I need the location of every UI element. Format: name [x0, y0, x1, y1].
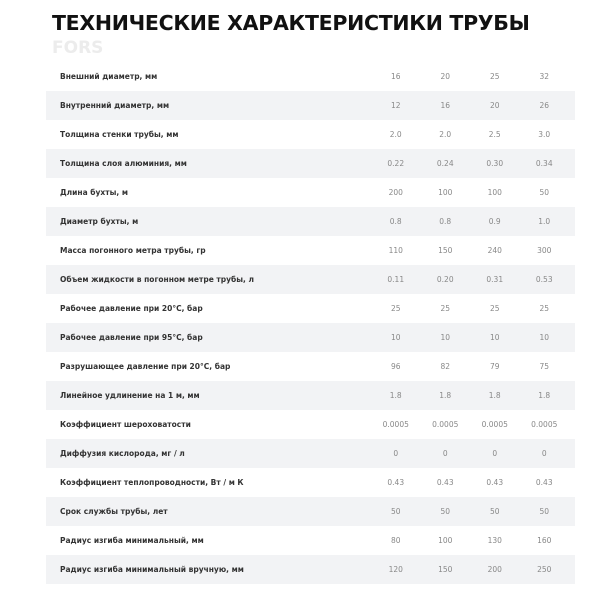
row-value: 0.34 — [535, 159, 553, 168]
table-row — [46, 381, 575, 410]
row-value: 1.8 — [488, 391, 501, 400]
row-value: 10 — [539, 333, 550, 342]
table-row — [46, 178, 575, 207]
row-value: 50 — [390, 507, 401, 516]
row-label: Коэффициент шероховатости — [60, 420, 191, 429]
row-value: 20 — [489, 101, 500, 110]
row-value: 10 — [440, 333, 451, 342]
row-label: Внутренний диаметр, мм — [60, 101, 170, 110]
row-value: 16 — [440, 101, 451, 110]
row-value: 200 — [388, 188, 403, 197]
row-label: Масса погонного метра трубы, гр — [60, 246, 206, 255]
row-value: 0.9 — [488, 217, 501, 226]
row-value: 0.0005 — [531, 420, 558, 429]
row-label: Радиус изгиба минимальный вручную, мм — [60, 565, 244, 574]
row-value: 25 — [390, 304, 401, 313]
table-row — [46, 410, 575, 439]
row-value: 0.43 — [535, 478, 553, 487]
row-value: 0.20 — [436, 275, 454, 284]
row-value: 25 — [440, 304, 451, 313]
row-value: 300 — [537, 246, 552, 255]
row-value: 120 — [388, 565, 403, 574]
row-value: 100 — [438, 188, 453, 197]
row-label: Внешний диаметр, мм — [60, 72, 158, 81]
row-value: 50 — [440, 507, 451, 516]
row-value: 1.8 — [389, 391, 402, 400]
row-value: 0.0005 — [432, 420, 459, 429]
table-row — [46, 207, 575, 236]
row-label: Длина бухты, м — [60, 188, 128, 197]
row-label: Коэффициент теплопроводности, Вт / м К — [60, 478, 244, 487]
row-value: 50 — [489, 507, 500, 516]
row-label: Диффузия кислорода, мг / л — [60, 449, 185, 458]
row-value: 2.0 — [439, 130, 452, 139]
row-value: 0.8 — [389, 217, 402, 226]
row-label: Рабочее давление при 20°С, бар — [60, 304, 203, 313]
row-value: 100 — [438, 536, 453, 545]
row-value: 100 — [487, 188, 502, 197]
table-row — [46, 236, 575, 265]
row-value: 79 — [489, 362, 500, 371]
table-row — [46, 555, 575, 584]
table-row — [46, 120, 575, 149]
table-row — [46, 439, 575, 468]
row-value: 75 — [539, 362, 550, 371]
row-label: Разрушающее давление при 20°С, бар — [60, 362, 231, 371]
table-row — [46, 62, 575, 91]
row-value: 0.30 — [486, 159, 504, 168]
row-value: 25 — [489, 72, 500, 81]
row-value: 160 — [537, 536, 552, 545]
row-value: 130 — [487, 536, 502, 545]
row-value: 16 — [390, 72, 401, 81]
row-value: 0 — [541, 449, 547, 458]
page-title: ТЕХНИЧЕСКИЕ ХАРАКТЕРИСТИКИ ТРУБЫ — [52, 11, 530, 35]
table-row — [46, 352, 575, 381]
row-value: 150 — [438, 565, 453, 574]
row-value: 50 — [539, 188, 550, 197]
row-value: 0.0005 — [481, 420, 508, 429]
row-value: 0.43 — [387, 478, 405, 487]
row-label: Объем жидкости в погонном метре трубы, л — [60, 275, 254, 284]
row-value: 0 — [442, 449, 448, 458]
row-value: 250 — [537, 565, 552, 574]
table-row — [46, 294, 575, 323]
row-value: 50 — [539, 507, 550, 516]
row-value: 0.53 — [535, 275, 553, 284]
table-row — [46, 91, 575, 120]
row-value: 96 — [390, 362, 401, 371]
row-value: 25 — [539, 304, 550, 313]
row-label: Толщина стенки трубы, мм — [60, 130, 179, 139]
row-label: Радиус изгиба минимальный, мм — [60, 536, 204, 545]
row-value: 10 — [390, 333, 401, 342]
row-value: 200 — [487, 565, 502, 574]
row-value: 25 — [489, 304, 500, 313]
row-value: 0 — [492, 449, 498, 458]
table-row — [46, 497, 575, 526]
row-value: 110 — [388, 246, 403, 255]
row-label: Линейное удлинение на 1 м, мм — [60, 391, 200, 400]
row-value: 0 — [393, 449, 399, 458]
row-value: 0.22 — [387, 159, 405, 168]
table-row — [46, 468, 575, 497]
page-subtitle: FORS — [52, 38, 104, 58]
table-row — [46, 265, 575, 294]
row-value: 26 — [539, 101, 550, 110]
row-value: 1.8 — [439, 391, 452, 400]
row-value: 0.31 — [486, 275, 504, 284]
row-value: 80 — [390, 536, 401, 545]
row-value: 3.0 — [538, 130, 551, 139]
row-value: 0.43 — [486, 478, 504, 487]
row-value: 0.11 — [387, 275, 405, 284]
row-value: 2.5 — [488, 130, 501, 139]
row-value: 10 — [489, 333, 500, 342]
row-value: 12 — [390, 101, 401, 110]
specs-table — [46, 62, 575, 584]
table-row — [46, 323, 575, 352]
row-label: Диаметр бухты, м — [60, 217, 139, 226]
row-value: 0.0005 — [382, 420, 409, 429]
row-label: Толщина слоя алюминия, мм — [60, 159, 187, 168]
row-label: Рабочее давление при 95°С, бар — [60, 333, 203, 342]
table-row — [46, 149, 575, 178]
row-value: 1.0 — [538, 217, 551, 226]
row-value: 0.24 — [436, 159, 454, 168]
row-value: 82 — [440, 362, 451, 371]
row-value: 1.8 — [538, 391, 551, 400]
row-value: 0.8 — [439, 217, 452, 226]
row-value: 2.0 — [389, 130, 402, 139]
row-value: 240 — [487, 246, 502, 255]
row-value: 32 — [539, 72, 550, 81]
table-row — [46, 526, 575, 555]
row-value: 150 — [438, 246, 453, 255]
row-value: 20 — [440, 72, 451, 81]
row-label: Срок службы трубы, лет — [60, 507, 168, 516]
row-value: 0.43 — [436, 478, 454, 487]
